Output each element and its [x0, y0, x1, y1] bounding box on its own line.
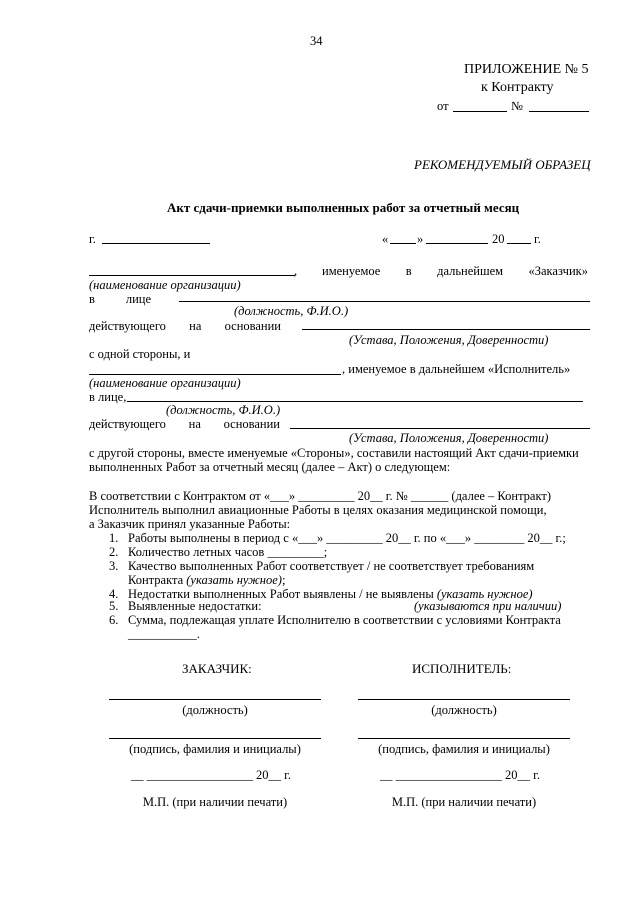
date-year-line — [507, 243, 531, 244]
customer-named-word-4: «Заказчик» — [528, 264, 588, 278]
page-number: 34 — [310, 34, 323, 48]
customer-position-label: (должность) — [182, 703, 248, 717]
customer-basis-line — [302, 329, 590, 330]
customer-in-word: в — [89, 292, 95, 306]
appendix-title: ПРИЛОЖЕНИЕ № 5 — [464, 62, 589, 77]
customer-acting-row — [89, 319, 281, 333]
customer-named-row — [322, 264, 588, 278]
customer-signature-line — [109, 738, 321, 739]
other-side-line-2: выполненных Работ за отчетный месяц (далее – Акт) о следующем: — [89, 460, 451, 474]
contractor-acting-word-3: основании — [223, 417, 280, 431]
customer-acting-word-2: на — [189, 319, 202, 333]
item-4-main: Недостатки выполненных Работ выявлены / не выявлены — [128, 587, 437, 601]
contractor-position-line — [358, 699, 570, 700]
customer-position-hint: (должность, Ф.И.О.) — [234, 304, 349, 318]
date-close-quote: » — [417, 232, 424, 246]
contractor-in-person: в лице, — [89, 390, 127, 404]
customer-name-label: (подпись, фамилия и инициалы) — [129, 742, 301, 756]
customer-comma: , — [294, 264, 298, 278]
city-line — [102, 243, 210, 244]
appendix-from-label: от — [437, 99, 449, 113]
customer-position-line — [109, 699, 321, 700]
customer-org-hint: (наименование организации) — [89, 278, 241, 292]
one-side-text: с одной стороны, и — [89, 347, 191, 361]
contractor-acting-word-2: на — [188, 417, 201, 431]
date-year-suffix: г. — [534, 232, 541, 246]
item-1-text: Работы выполнены в период с «___» _________ 20__ г. по «___» ________ 20__ г.; — [128, 531, 566, 545]
customer-seal-label: М.П. (при наличии печати) — [142, 795, 288, 809]
customer-named-word-3: дальнейшем — [437, 264, 504, 278]
customer-org-line — [89, 275, 295, 276]
customer-person-line — [179, 301, 590, 302]
item-4-hint: (указать нужное) — [436, 587, 533, 601]
contractor-org-hint: (наименование организации) — [89, 376, 241, 390]
other-side-line-1: с другой стороны, вместе именуемые «Стороны», составили настоящий Акт сдачи-приемки — [89, 446, 579, 460]
item-5-text: Выявленные недостатки: — [128, 599, 262, 613]
item-4-number: 4. — [109, 587, 119, 601]
item-3-end: ; — [281, 573, 286, 587]
contractor-basis-hint: (Устава, Положения, Доверенности) — [349, 431, 549, 445]
customer-named-word-2: в — [405, 264, 412, 278]
customer-sign-label: ЗАКАЗЧИК: — [182, 661, 252, 676]
customer-date-line: __ _________________ 20__ г. — [131, 768, 291, 782]
contractor-position-label: (должность) — [431, 703, 497, 717]
contractor-sign-label: ИСПОЛНИТЕЛЬ: — [412, 661, 512, 676]
contractor-date-line: __ _________________ 20__ г. — [380, 768, 540, 782]
item-3-contract: Контракта — [128, 573, 187, 587]
item-2-number: 2. — [109, 545, 119, 559]
contractor-acting-row — [89, 417, 280, 431]
item-3-number: 3. — [109, 559, 119, 573]
item-3-line-2 — [128, 573, 285, 587]
item-2-text: Количество летных часов _________; — [128, 545, 328, 559]
date-year-prefix: 20 — [492, 232, 505, 246]
appendix-number-line — [529, 111, 589, 112]
item-5-hint: (указываются при наличии) — [414, 599, 562, 613]
appendix-number-label: № — [511, 99, 523, 113]
contractor-position-hint: (должность, Ф.И.О.) — [166, 403, 281, 417]
customer-basis-hint: (Устава, Положения, Доверенности) — [349, 333, 549, 347]
act-title: Акт сдачи-приемки выполненных работ за отчетный месяц — [167, 200, 520, 215]
contractor-person-line — [127, 401, 583, 402]
city-label: г. — [89, 232, 96, 246]
date-open-quote: « — [382, 232, 389, 246]
customer-person-word: лице — [125, 292, 151, 306]
item-3-line-1: Качество выполненных Работ соответствует / не соответствует требованиям — [128, 559, 535, 573]
contractor-seal-label: М.П. (при наличии печати) — [391, 795, 537, 809]
contractor-org-line — [89, 374, 341, 375]
contractor-basis-line — [290, 428, 590, 429]
contractor-named-as: , именуемое в дальнейшем «Исполнитель» — [342, 362, 571, 376]
contract-ref-line-2: Исполнитель выполнил авиационные Работы в целях оказания медицинской помощи, — [89, 503, 547, 517]
date-day-line — [390, 243, 416, 244]
item-6-line-2: ___________. — [128, 627, 200, 641]
date-month-line — [426, 243, 488, 244]
sample-label: РЕКОМЕНДУЕМЫЙ ОБРАЗЕЦ — [414, 157, 591, 172]
contract-ref-line-1: В соответствии с Контрактом от «___» _________ 20__ г. № ______ (далее – Контракт) — [89, 489, 552, 503]
contract-ref-line-3: а Заказчик принял указанные Работы: — [89, 517, 291, 531]
contractor-signature-line — [358, 738, 570, 739]
item-6-number: 6. — [109, 613, 119, 627]
item-3-hint: (указать нужное) — [186, 573, 282, 587]
item-1-number: 1. — [109, 531, 119, 545]
customer-acting-word-3: основании — [224, 319, 281, 333]
appendix-date-line — [453, 111, 507, 112]
item-5-number: 5. — [109, 599, 119, 613]
customer-in-person — [89, 292, 151, 306]
contractor-acting-word-1: действующего — [89, 417, 166, 431]
customer-acting-word-1: действующего — [89, 319, 166, 333]
contractor-name-label: (подпись, фамилия и инициалы) — [378, 742, 550, 756]
appendix-contract: к Контракту — [481, 80, 554, 95]
item-6-line-1: Сумма, подлежащая уплате Исполнителю в соответствии с условиями Контракта — [128, 613, 561, 627]
customer-named-word-1: именуемое — [322, 264, 381, 278]
